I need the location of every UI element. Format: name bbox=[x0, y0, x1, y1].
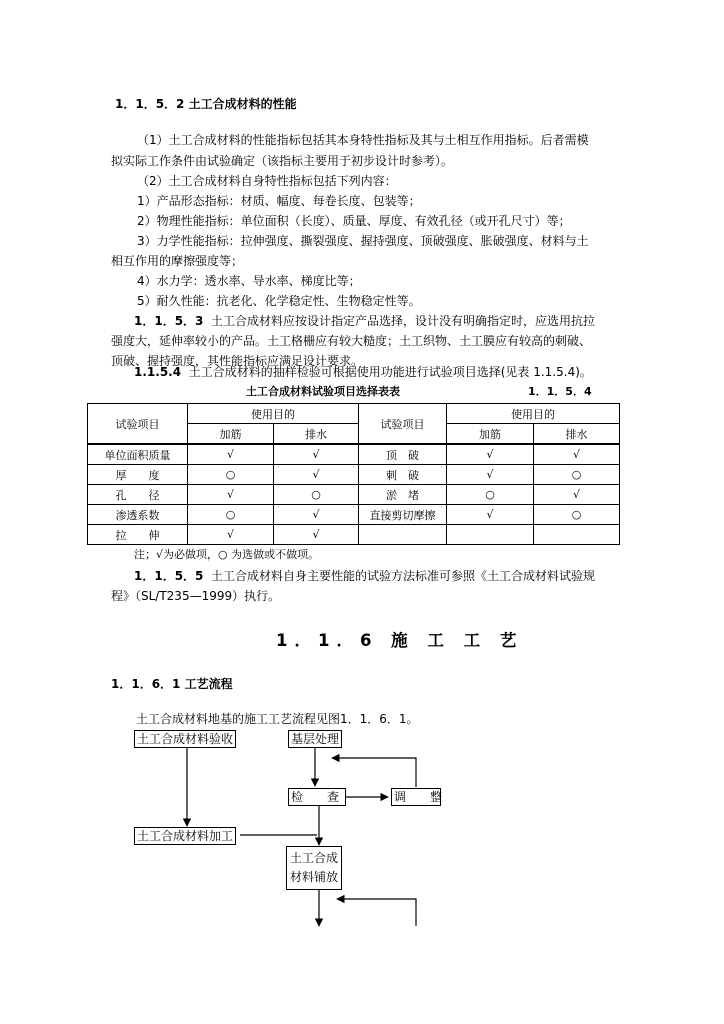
flow-box-check: 检 查 bbox=[288, 788, 346, 806]
section-heading-1-1-5-2: 1．1．5．2 土工合成材料的性能 bbox=[115, 97, 297, 111]
row-reinforce-left: √ bbox=[188, 525, 274, 545]
row-drain-left: ○ bbox=[274, 485, 359, 505]
row-drain-right: √ bbox=[534, 485, 620, 505]
row-reinforce-right: √ bbox=[447, 465, 534, 485]
row-item-left: 单位面积质量 bbox=[88, 444, 188, 465]
flow-box-base-treatment: 基层处理 bbox=[288, 730, 342, 748]
list-item-5: 5）耐久性能：抗老化、化学稳定性、生物稳定性等。 bbox=[137, 294, 421, 308]
header-item-right: 试验项目 bbox=[359, 404, 447, 445]
flow-box-laying-line-2: 材料铺放 bbox=[290, 870, 339, 884]
row-drain-left: √ bbox=[274, 505, 359, 525]
row-drain-left: √ bbox=[274, 465, 359, 485]
row-item-right: 刺 破 bbox=[359, 465, 447, 485]
paragraph-1-1-5-3-line-3: 顶破、握持强度，其性能指标应满足设计要求。 bbox=[111, 354, 364, 368]
row-reinforce-right: √ bbox=[447, 444, 534, 465]
flow-box-acceptance: 土工合成材料验收 bbox=[134, 730, 236, 748]
row-item-left: 拉 伸 bbox=[88, 525, 188, 545]
row-drain-left: √ bbox=[274, 525, 359, 545]
paragraph-text: 土工合成材料应按设计指定产品选择，设计没有明确指定时，应选用抗拉 bbox=[211, 314, 596, 328]
paragraph-text: 土工合成材料的抽样检验可根据使用功能进行试验项目选择(见表 1.1.5.4)。 bbox=[188, 365, 592, 379]
table-note: 注；√为必做项，○ 为选做或不做项。 bbox=[134, 548, 320, 561]
header-purpose-right: 使用目的 bbox=[447, 404, 620, 424]
paragraph-2: （2）土工合成材料自身特性指标包括下列内容： bbox=[137, 174, 397, 188]
list-item-3-line-2: 相互作用的摩擦强度等； bbox=[111, 254, 244, 268]
section-number-1-1-5-4: 1.1.5.4 bbox=[134, 365, 182, 379]
paragraph-text: 土工合成材料自身主要性能的试验方法标准可参照《土工合成材料试验规 bbox=[211, 569, 596, 583]
row-reinforce-left: ○ bbox=[188, 465, 274, 485]
row-item-right: 淤 堵 bbox=[359, 485, 447, 505]
row-item-left: 孔 径 bbox=[88, 485, 188, 505]
header-drain-right: 排水 bbox=[534, 424, 620, 445]
row-drain-left: √ bbox=[274, 444, 359, 465]
arrow-return-to-laying bbox=[337, 899, 416, 926]
row-reinforce-left: ○ bbox=[188, 505, 274, 525]
list-item-2: 2）物理性能指标：单位面积（长度）、质量、厚度、有效孔径（或开孔尺寸）等； bbox=[137, 214, 571, 228]
row-drain-right: √ bbox=[534, 444, 620, 465]
row-drain-right: ○ bbox=[534, 465, 620, 485]
paragraph-1-line-1: （1）土工合成材料的性能指标包括其本身特性指标及其与土相互作用指标。后者需模 bbox=[137, 133, 589, 147]
header-purpose-left: 使用目的 bbox=[188, 404, 359, 424]
list-item-1: 1）产品形态指标：材质、幅度、每卷长度、包装等； bbox=[137, 194, 421, 208]
row-reinforce-left: √ bbox=[188, 485, 274, 505]
table-number: 1．1．5．4 bbox=[528, 385, 592, 398]
row-item-right: 直接剪切摩擦 bbox=[359, 505, 447, 525]
section-heading-1-1-6-1: 1．1．6．1 工艺流程 bbox=[111, 677, 233, 691]
flow-box-adjust: 调 整 bbox=[391, 788, 441, 806]
header-drain-left: 排水 bbox=[274, 424, 359, 445]
row-drain-right: ○ bbox=[534, 505, 620, 525]
row-item-left: 厚 度 bbox=[88, 465, 188, 485]
row-reinforce-right: √ bbox=[447, 505, 534, 525]
list-item-4: 4）水力学：透水率、导水率、梯度比等； bbox=[137, 274, 361, 288]
row-reinforce-left: √ bbox=[188, 444, 274, 465]
table-caption: 土工合成材料试验项目选择表表 bbox=[246, 385, 400, 398]
flow-intro: 土工合成材料地基的施工工艺流程见图1．1．6．1。 bbox=[136, 712, 419, 726]
header-reinforce-right: 加筋 bbox=[447, 424, 534, 445]
paragraph-1-1-5-5-line-2: 程》（SL/T235—1999）执行。 bbox=[111, 589, 281, 603]
section-number-1-1-5-5: 1．1．5．5 bbox=[134, 569, 204, 583]
list-item-3-line-1: 3）力学性能指标：拉伸强度、撕裂强度、握持强度、顶破强度、胀破强度、材料与土 bbox=[137, 234, 589, 248]
header-item-left: 试验项目 bbox=[88, 404, 188, 445]
flow-box-laying-line-1: 土工合成 bbox=[290, 851, 339, 865]
row-item-left: 渗透系数 bbox=[88, 505, 188, 525]
paragraph-1-1-5-3-line-2: 强度大，延伸率较小的产品。土工格栅应有较大糙度；土工织物、土工膜应有较高的刺破、 bbox=[111, 334, 592, 348]
row-item-right: 顶 破 bbox=[359, 444, 447, 465]
arrow-adjust-back-to-base bbox=[332, 758, 416, 787]
flow-box-processing: 土工合成材料加工 bbox=[134, 827, 236, 845]
row-reinforce-right: ○ bbox=[447, 485, 534, 505]
paragraph-1-line-2: 拟实际工作条件由试验确定（该指标主要用于初步设计时参考）。 bbox=[111, 154, 454, 168]
section-number-1-1-5-3: 1．1．5．3 bbox=[134, 314, 204, 328]
section-title-1-1-6: 1．1．6 施 工 工 艺 bbox=[276, 631, 524, 650]
flow-box-laying bbox=[286, 846, 342, 890]
header-reinforce-left: 加筋 bbox=[188, 424, 274, 445]
